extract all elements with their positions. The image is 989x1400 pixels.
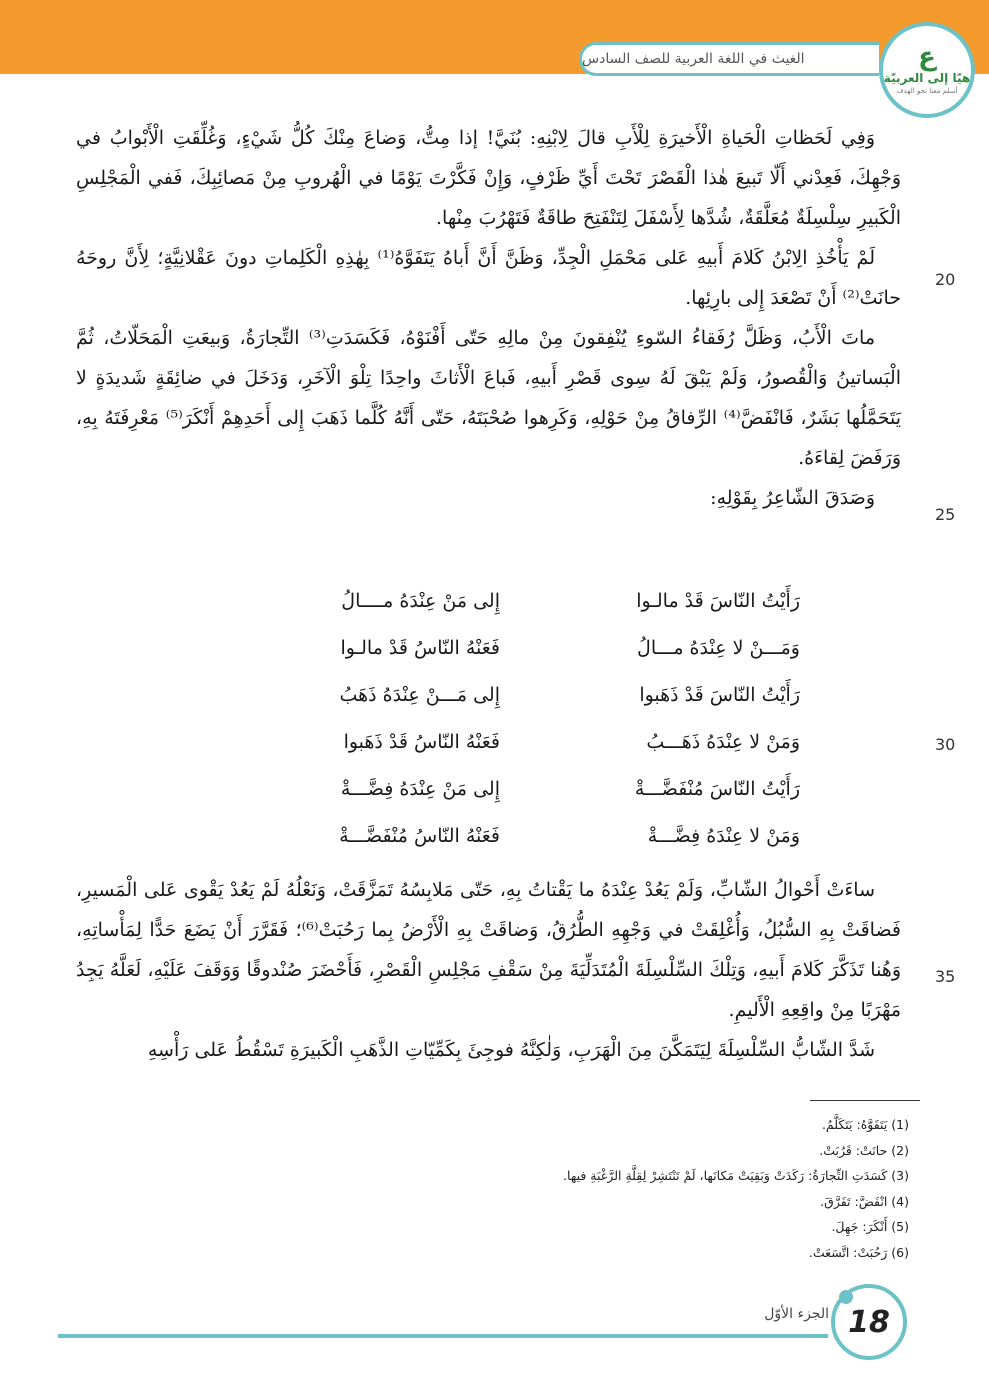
- footnote: (2) حانَتْ: قَرُبَتْ.: [819, 1142, 909, 1158]
- footnote: (4) انْفَضَّ: تَفَرَّقَ.: [820, 1193, 909, 1209]
- footnote: (1) يَتَفَوَّهُ: يَتَكَلَّمُ.: [821, 1117, 909, 1132]
- poem-verse: [260, 778, 800, 818]
- poem-verse: [260, 731, 800, 771]
- poem-hemistich-left: فَعَنْهُ النّاسُ مُنْفَضَّـــةْ: [339, 825, 500, 847]
- publisher-logo: [879, 22, 975, 118]
- page-number: 18: [848, 1304, 890, 1340]
- line-number-20: 20: [935, 270, 956, 289]
- part-label: الجزء الأوّل: [764, 1306, 829, 1322]
- line-number-30: 30: [935, 735, 956, 754]
- footnote-divider: [810, 1100, 920, 1101]
- logo-name: هيّا إلى العربيّة: [883, 71, 971, 85]
- poem-hemistich-left: إِلى مَـــنْ عِنْدَهُ ذَهَبُ: [339, 684, 500, 706]
- logo-tagline: أسلم معنا نحو الهدف: [896, 87, 958, 95]
- footnotes: [129, 1112, 909, 1265]
- paragraph-3: ماتَ الْأَبُ، وَظَلَّ رُفَقاءُ السّوءِ يُنْفِقونَ مِنْ مالِهِ حَتّى أَفْنَوْهُ، فَكَسَدَتِ⁽³⁾ التِّجارَةُ، وَبيعَتِ الْمَحَلّاتُ، ثُمَّ الْبَساتينُ وَالْقُصورُ، وَلَمْ يَبْقَ لَهُ سِوى قَصْرِ أَبيهِ، فَباعَ الْأَثاثَ واحِدًا تِلْوَ الْآخَرِ، وَدَخَلَ في ضائِقَةٍ شَديدَةٍ لا يَتَحَمَّلُها بَشَرٌ، فَانْفَضَّ⁽⁴⁾ الرِّفاقُ مِنْ حَوْلِهِ، وَكَرِهوا صُحْبَتَهُ، حَتّى أَنَّهُ كُلَّما ذَهَبَ إِلى أَحَدِهِمْ أَنْكَرَ⁽⁵⁾ مَعْرِفَتَهُ بِهِ، وَرَفَضَ لِقاءَهُ.: [76, 327, 901, 469]
- poem-hemistich-left: إِلى مَنْ عِنْدَهُ مــــالُ: [341, 590, 500, 612]
- paragraph-1: وَفِي لَحَظاتِ الْحَياةِ الْأَخيرَةِ لِلْأَبِ قالَ لِابْنِهِ: بُنَيَّ! إذا مِتُّ، وَضاعَ مِنْكَ كُلُّ شَيْءٍ، وَغُلِّقَتِ الْأَبْوابُ في وَجْهِكَ، فَعِدْني أَلّا تَبيعَ هٰذا الْقَصْرَ تَحْتَ أَيِّ ظَرْفٍ، وَإِنْ فَكَّرْتَ يَوْمًا في الْهُروبِ مِنْ مَصائِبِكَ، فَفي الْمَجْلِسِ الْكَبيرِ سِلْسِلَةٌ مُعَلَّقَةٌ، شُدَّها لِأَسْفَلَ لِتَنْفَتِحَ طاقَةٌ فَتَهْرُبَ مِنْها.: [76, 127, 901, 229]
- poem-verse: [260, 684, 800, 724]
- footnote: (6) رَحُبَتْ: اتَّسَعَتْ.: [808, 1244, 909, 1260]
- line-number-25: 25: [935, 505, 956, 524]
- page-dot-decoration: [839, 1290, 853, 1304]
- poem-hemistich-left: فَعَنْهُ النّاسُ قَدْ ذَهَبوا: [343, 731, 500, 753]
- poem-hemistich-right: وَمَـــنْ لا عِنْدَهُ مـــالُ: [637, 637, 800, 659]
- poem-hemistich-left: إِلى مَنْ عِنْدَهُ فِضَّـــةْ: [340, 778, 500, 800]
- poem-verse: [260, 637, 800, 677]
- line-number-35: 35: [935, 967, 956, 986]
- paragraph-5: ساءَتْ أَحْوالُ الشّابِّ، وَلَمْ يَعُدْ عِنْدَهُ ما يَقْتاتُ بِهِ، حَتّى مَلابِسُهُ تَمَزَّقَتْ، وَنَعْلُهُ لَمْ يَعُدْ يَقْوى عَلى الْمَسيرِ، فَضاقَتْ بِهِ السُّبُلُ، وَأُغْلِقَتْ في وَجْهِهِ الطُّرُقُ، وَضاقَتْ بِهِ الْأَرْضُ بِما رَحُبَتْ⁽⁶⁾؛ فَقَرَّرَ أَنْ يَضَعَ حَدًّا لِمَأْساتِهِ، وَهُنا تَذَكَّرَ كَلامَ أَبيهِ، وَتِلْكَ السِّلْسِلَةَ الْمُتَدَلِّيَةَ مِنْ سَقْفِ مَجْلِسِ الْقَصْرِ، فَأَحْضَرَ صُنْدوقًا وَوَقَفَ عَلَيْهِ، لَعَلَّهُ يَجِدُ مَهْرَبًا مِنْ واقِعِهِ الْأَليمِ.: [76, 879, 901, 1021]
- footer-line: [58, 1334, 828, 1338]
- footnote: (5) أَنْكَرَ: جَهِلَ.: [831, 1219, 909, 1234]
- footnote: (3) كَسَدَتِ التِّجارَةُ: رَكَدَتْ وَبَقِيَتْ مَكانَها، لَمْ تَنْتَشِرْ لِقِلَّةِ الرَّغْبَةِ فيها.: [563, 1168, 909, 1183]
- story-text-top: [76, 118, 901, 518]
- poem-verse: [260, 590, 800, 630]
- paragraph-2: لَمْ يَأْخُذِ الِابْنُ كَلامَ أَبيهِ عَلى مَحْمَلِ الْجِدِّ، وَظَنَّ أَنَّ أَباهُ يَتَفَوَّهُ⁽¹⁾ بِهٰذِهِ الْكَلِماتِ دونَ عَقْلانِيَّةٍ؛ لِأَنَّ روحَهُ حانَتْ⁽²⁾ أَنْ تَصْعَدَ إِلى بارِئِها.: [76, 247, 901, 309]
- poem-hemistich-left: فَعَنْهُ النّاسُ قَدْ مالـوا: [340, 637, 500, 659]
- poem-hemistich-right: رَأَيْتُ النّاسَ قَدْ ذَهَبوا: [639, 684, 800, 706]
- logo-mark: ع: [918, 42, 936, 72]
- poem-hemistich-right: وَمَنْ لا عِنْدَهُ فِضَّـــةْ: [647, 825, 800, 847]
- poem-hemistich-right: رَأَيْتُ النّاسَ مُنْفَضَّـــةْ: [634, 778, 800, 800]
- paragraph-4: وَصَدَقَ الشّاعِرُ بِقَوْلِهِ:: [710, 487, 875, 509]
- story-text-bottom: [76, 870, 901, 1070]
- poem-hemistich-right: وَمَنْ لا عِنْدَهُ ذَهَـــبُ: [646, 731, 800, 753]
- book-title: الغيث في اللغة العربية للصف السادس: [582, 51, 805, 67]
- poem-hemistich-right: رَأَيْتُ النّاسَ قَدْ مالـوا: [636, 590, 800, 612]
- book-title-pill: [579, 42, 879, 76]
- poem-verse: [260, 825, 800, 865]
- paragraph-6: شَدَّ الشّابُّ السِّلْسِلَةَ لِيَتَمَكَّنَ مِنَ الْهَرَبِ، وَلٰكِنَّهُ فوجِئَ بِكَمِّيّاتِ الذَّهَبِ الْكَبيرَةِ تَسْقُطُ عَلى رَأْسِهِ: [147, 1039, 875, 1061]
